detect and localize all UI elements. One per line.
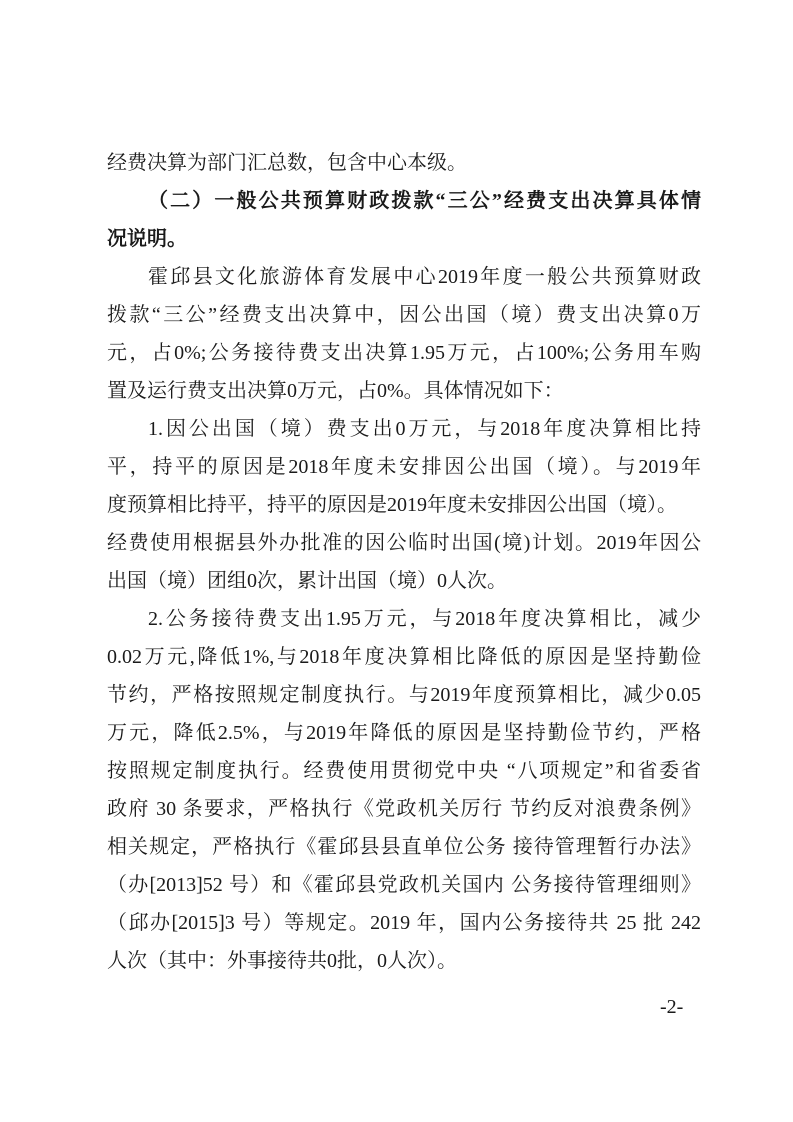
paragraph-line: 霍邱县文化旅游体育发展中心2019年度一般公共预算财政 — [148, 266, 701, 288]
page-number: -2- — [660, 996, 684, 1018]
paragraph-line: 节约，严格按照规定制度执行。与2019年度预算相比，减少0.05 — [107, 684, 701, 706]
paragraph-line: 拨款“三公”经费支出决算中，因公出国（境）费支出决算0万 — [107, 304, 701, 326]
paragraph-line: 0.02万元,降低1%,与2018年度决算相比降低的原因是坚持勤俭 — [107, 646, 701, 668]
section-heading-cont: 况说明。 — [107, 228, 187, 250]
paragraph-line: 政府 30 条要求，严格执行《党政机关厉行 节约反对浪费条例》 — [107, 798, 701, 820]
section-heading: （二）一般公共预算财政拨款“三公”经费支出决算具体情 — [148, 190, 701, 212]
paragraph-line: 经费使用根据县外办批准的因公临时出国(境)计划。2019年因公 — [107, 532, 701, 554]
paragraph-line: 按照规定制度执行。经费使用贯彻党中央 “八项规定”和省委省 — [107, 760, 701, 782]
paragraph-line: （邱办[2015]3 号）等规定。2019 年，国内公务接待共 25 批 242 — [107, 912, 701, 934]
paragraph-line: 度预算相比持平，持平的原因是2019年度未安排因公出国（境）。 — [107, 494, 677, 516]
document-body — [107, 144, 701, 980]
paragraph-line: 出国（境）团组0次，累计出国（境）0人次。 — [107, 570, 507, 592]
paragraph-line: 相关规定，严格执行《霍邱县县直单位公务 接待管理暂行办法》 — [107, 836, 701, 858]
paragraph-line: 1.因公出国（境）费支出0万元，与2018年度决算相比持 — [148, 418, 701, 440]
paragraph-line: （办[2013]52 号）和《霍邱县党政机关国内 公务接待管理细则》 — [107, 874, 701, 896]
paragraph-line: 平，持平的原因是2018年度未安排因公出国（境）。与2019年 — [107, 456, 701, 478]
paragraph-line: 人次（其中：外事接待共0批，0人次）。 — [107, 950, 457, 972]
paragraph-line: 万元，降低2.5%，与2019年降低的原因是坚持勤俭节约，严格 — [107, 722, 701, 744]
paragraph-line: 2.公务接待费支出1.95万元，与2018年度决算相比，减少 — [148, 608, 701, 630]
paragraph-line: 置及运行费支出决算0万元，占0%。具体情况如下： — [107, 380, 564, 402]
paragraph-line: 元，占0%;公务接待费支出决算1.95万元，占100%;公务用车购 — [107, 342, 701, 364]
paragraph-line: 经费决算为部门汇总数，包含中心本级。 — [107, 152, 467, 174]
